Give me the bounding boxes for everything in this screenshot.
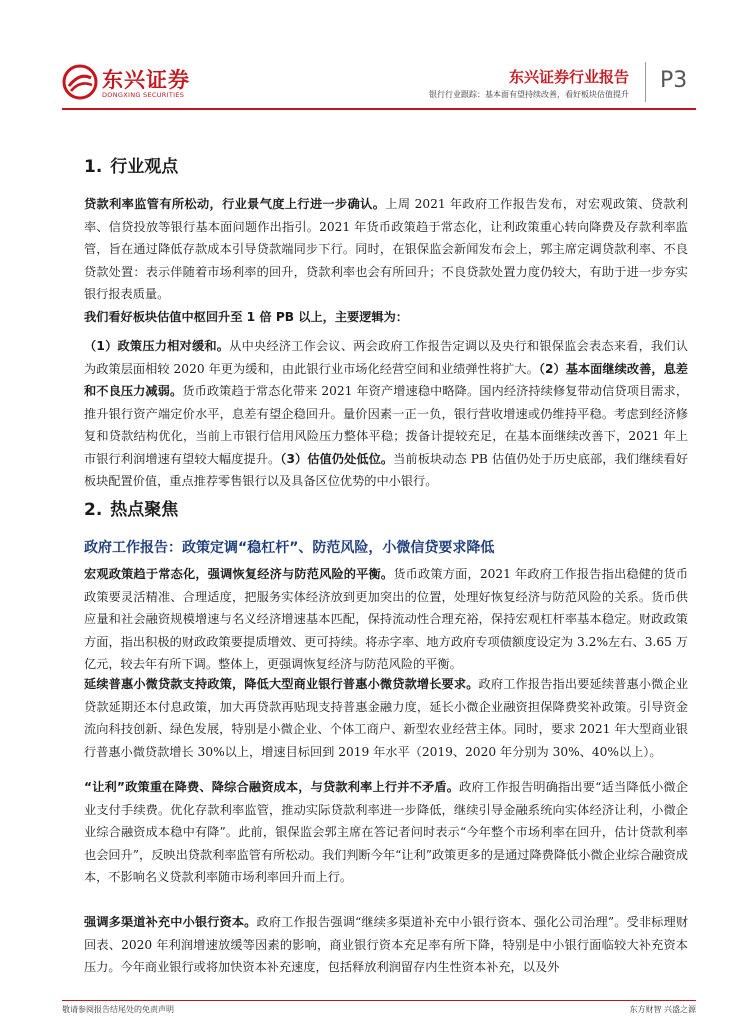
section-1-heading	[84, 152, 178, 177]
section-1-p2-lead: 我们看好板块估值中枢回升至 1 倍 PB 以上，主要逻辑为：	[84, 310, 408, 324]
section-2-number: 2.	[84, 500, 103, 520]
section-1-number: 1.	[84, 157, 103, 177]
footer-slogan: 东方财智 兴盛之源	[629, 1005, 696, 1014]
report-subtitle: 银行行业跟踪：基本面有望持续改善，看好板块估值提升	[429, 90, 629, 99]
section-2-p4-body: 政府工作报告强调“继续多渠道补充中小银行资本、强化公司治理”。受非标理财回表、2020 年利润增速放缓等因素的影响，商业银行资本充足率有所下降，特别是中小银行面临较大补充资本压力。今年商业银行或将加快资本补充速度，包括释放利润留存内生性资本补充，以及外	[84, 915, 688, 974]
logo-english-name: DONGXING SECURITIES	[102, 91, 185, 99]
section-2-title: 热点聚焦	[110, 500, 179, 520]
header-divider	[645, 62, 646, 102]
section-2-p3-lead: “让利”政策重在降费、降综合融资成本，与贷款利率上行并不矛盾。	[84, 780, 460, 794]
section-2-heading	[84, 495, 178, 520]
section-2-p1-lead: 宏观政策趋于常态化，强调恢复经济与防范风险的平衡。	[84, 567, 394, 581]
section-2-paragraph-1	[84, 563, 688, 676]
report-series-title: 东兴证券行业报告	[508, 68, 629, 86]
section-2-subheading: 政府工作报告：政策定调“稳杠杆”、防范风险，小微信贷要求降低	[84, 540, 495, 556]
section-2-paragraph-3	[84, 776, 688, 889]
header-rule	[62, 108, 696, 110]
section-1-p3-body-3: 当前板块动态 PB 估值仍处于历史底部，我们继续看好板块配置价值，重点推荐零售银行以及具备区位优势的中小银行。	[84, 451, 689, 488]
logo-chinese-name: 东兴证券	[102, 68, 190, 92]
section-2-p2-body: 政府工作报告指出要延续普惠小微企业贷款延期还本付息政策，加大再贷款再贴现支持普惠金融力度，延长小微企业融资担保降费奖补政策。引导资金流向科技创新、绿色发展，特别是小微企业、个体工商户、新型农业经营主体。同时，要求 2021 年大型商业银行普惠小微贷款增长 30%以上，增速目标回到 2019 年水平（2019、2020 年分别为 30%、40%以上）。	[84, 677, 689, 759]
section-2-p1-body: 货币政策方面，2021 年政府工作报告指出稳健的货币政策要灵活精准、合理适度，把服务实体经济放到更加突出的位置，处理好恢复经济与防范风险的关系。货币供应量和社会融资规模增速与名义经济增速基本匹配，保持流动性合理充裕，保持宏观杠杆率基本稳定。财政政策方面，指出积极的财政政策要提质增效、更可持续。将赤字率、地方政府专项债额度设定为 3.2%左右、3.65 万亿元，较去年有所下调。整体上，更强调恢复经济与防范风险的平衡。	[84, 567, 689, 671]
page-header	[0, 0, 755, 112]
logo-mark-icon	[62, 64, 98, 100]
footer-rule	[62, 1000, 696, 1001]
section-1-paragraph-1	[84, 193, 688, 306]
section-1-p3-body-1: 从中央经济工作会议、两会政府工作报告定调以及央行和银保监会表态来看，我们认为政策层面相较 2020 年更为缓和，由此银行业市场化经营空间和业绩弹性将扩大。	[84, 339, 688, 376]
section-1-p3-lead-2: （2）基本面继续改善，息差和不良压力减弱。	[84, 361, 688, 398]
section-1-p1-lead: 贷款利率监管有所松动，行业景气度上行进一步确认。	[84, 197, 386, 211]
section-1-p3-lead-3: （3）估值仍处低位。	[280, 451, 394, 466]
section-1-paragraph-3	[84, 335, 688, 493]
section-2-p2-lead: 延续普惠小微贷款支持政策，降低大型商业银行普惠小微贷款增长要求。	[84, 677, 479, 691]
section-2-p4-lead: 强调多渠道补充中小银行资本。	[84, 915, 257, 929]
page-number: P3	[660, 68, 688, 93]
section-2-paragraph-2	[84, 673, 688, 763]
section-2-p3-body: 政府工作报告明确指出要“适当降低小微企业支付手续费。优化存款利率监管，推动实际贷款利率进一步降低，继续引导金融系统向实体经济让利，小微企业综合融资成本稳中有降”。此前，银保监会郭主席在答记者问时表示“今年整个市场利率在回升，估计贷款利率也会回升”，反映出贷款利率监管有所松动。我们判断今年“让利”政策更多的是通过降费降低小微企业综合融资成本，不影响名义贷款利率随市场利率回升而上行。	[84, 780, 688, 884]
section-1-title: 行业观点	[110, 157, 179, 177]
company-logo	[62, 58, 190, 104]
section-1-p3-body-2: 货币政策趋于常态化带来 2021 年资产增速稳中略降。国内经济持续修复带动信贷项目需求，推升银行资产端定价水平，息差有望企稳回升。量价因素一正一负，银行营收增速或仍维持平稳。考虑到经济修复和贷款结构优化，当前上市银行信用风险压力整体平稳；拨备计提较充足，在基本面继续改善下，2021 年上市银行利润增速有望较大幅度提升。	[84, 384, 689, 466]
footer-disclaimer-note: 敬请参阅报告结尾处的免责声明	[62, 1005, 174, 1014]
section-2-paragraph-4	[84, 911, 688, 979]
section-1-p3-lead-1: （1）政策压力相对缓和。	[84, 339, 230, 353]
section-1-p1-body: 上周 2021 年政府工作报告发布，对宏观政策、贷款利率、信贷投放等银行基本面问题作出指引。2021 年货币政策趋于常态化，让利政策重心转向降费及存款利率监管，旨在通过降低存款成本引导贷款端同步下行。同时，在银保监会新闻发布会上，郭主席定调贷款利率、不良贷款处置：表示伴随着市场利率的回升，贷款利率也会有所回升；不良贷款处置力度仍较大，有助于进一步夯实银行报表质量。	[84, 197, 689, 301]
section-1-paragraph-2	[84, 306, 688, 329]
